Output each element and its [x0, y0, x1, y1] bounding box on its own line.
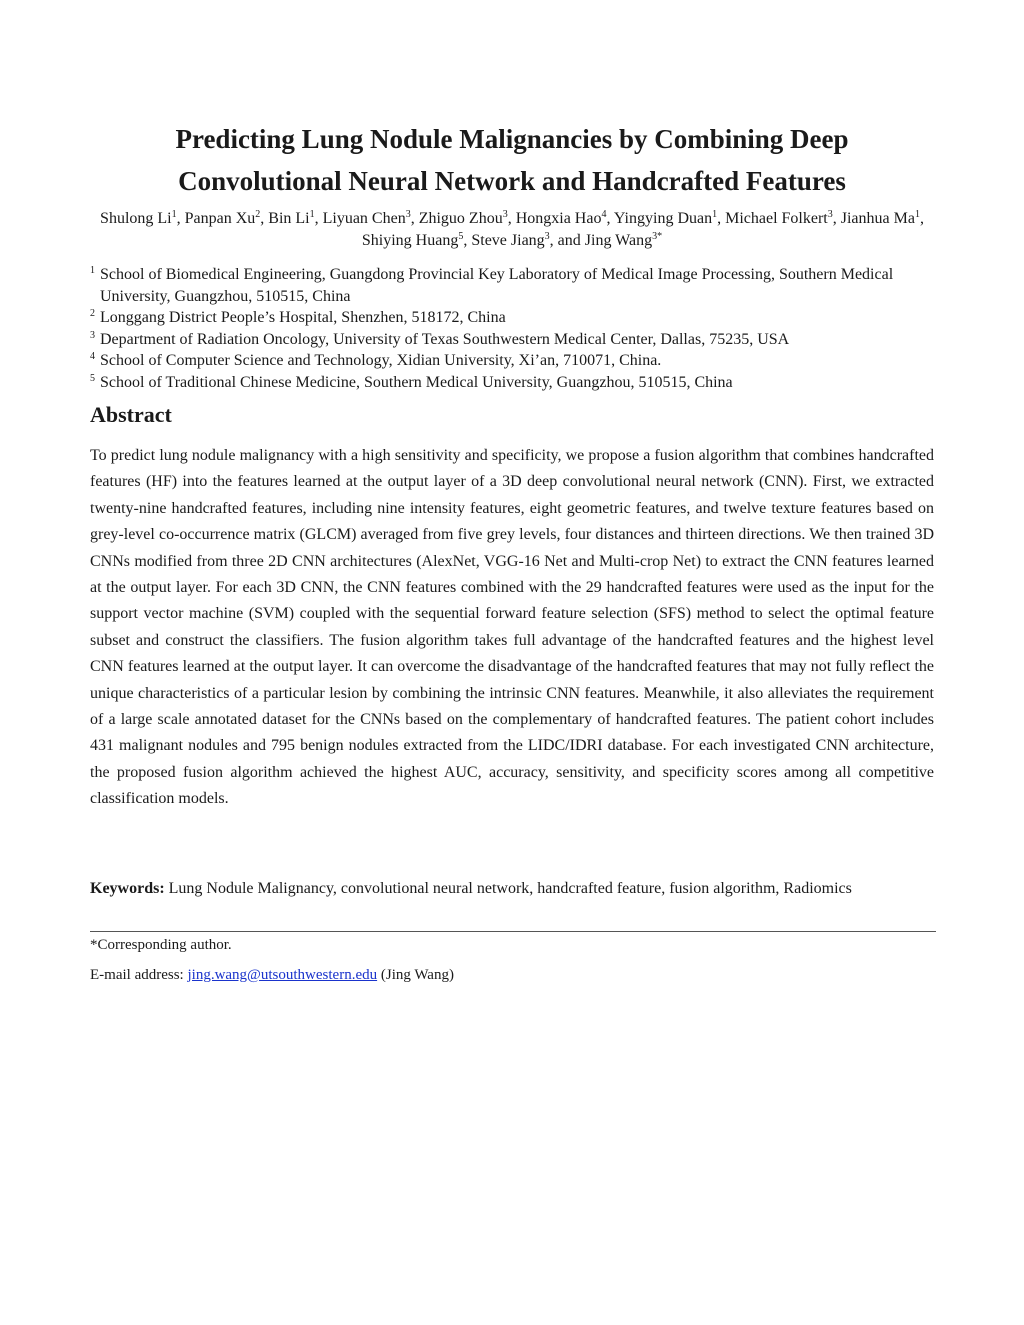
author-affiliation-marker: 1: [171, 209, 177, 220]
corresponding-author-note: *Corresponding author.: [90, 937, 232, 953]
email-owner: (Jing Wang): [377, 967, 454, 983]
author: Shulong Li: [100, 210, 172, 227]
author-separator: ,: [260, 210, 269, 227]
author-affiliation-marker: 1: [309, 209, 315, 220]
author: Shiying Huang: [361, 232, 459, 249]
affiliation-number: 4: [90, 351, 95, 362]
author-affiliation-marker: 1: [712, 209, 718, 220]
affiliation-text: School of Traditional Chinese Medicine, Southern Medical University, Guangzhou, 510515, China: [100, 373, 733, 391]
author-affiliation-marker: 3: [544, 231, 550, 242]
affiliation-number: 2: [90, 308, 95, 319]
author-separator: ,: [507, 210, 516, 227]
paper-title: [90, 118, 934, 202]
author: Steve Jiang: [471, 232, 545, 249]
author-list: [90, 208, 934, 252]
affiliation-number: 5: [90, 372, 95, 384]
author-separator: ,: [832, 210, 841, 227]
affiliation-text: School of Biomedical Engineering, Guangdong Provincial Key Laboratory of Medical Image Processing, Southern Medical University, Guangzhou, 510515, China: [100, 266, 894, 305]
author: Hongxia Hao: [515, 210, 602, 227]
author-affiliation-marker: 3*: [652, 231, 663, 242]
title-line-1: Predicting Lung Nodule Malignancies by Combining Deep: [175, 124, 849, 154]
author-affiliation-marker: 4: [601, 209, 607, 220]
title-line-2: Convolutional Neural Network and Handcrafted Features: [178, 166, 846, 196]
author-separator: ,: [314, 210, 323, 227]
email-label: E-mail address:: [90, 967, 188, 983]
affiliation-text: School of Computer Science and Technology, Xidian University, Xi’an, 710071, China.: [100, 352, 662, 369]
footnote-divider: [90, 931, 936, 932]
abstract-body: To predict lung nodule malignancy with a high sensitivity and specificity, we propose a fusion algorithm that combines handcrafted features (HF) into the features learned at the output layer of a 3D deep convolutional neural network (CNN). First, we extracted twenty-nine handcrafted features, including nine intensity features, eight geometric features, and twelve texture features based on grey-level co-occurrence matrix (GLCM) averaged from five grey levels, four distances and thirteen directions. We then trained 3D CNNs modified from three 2D CNN architectures (AlexNet, VGG-16 Net and Multi-crop Net) to extract the CNN features learned at the output layer. For each 3D CNN, the CNN features combined with the 29 handcrafted features were used as the input for the support vector machine (SVM) coupled with the sequential forward feature selection (SFS) method to select the optimal feature subset and construct the classifiers. The fusion algorithm takes full advantage of the handcrafted features and the highest level CNN features learned at the output layer. It can overcome the disadvantage of the handcrafted features that may not fully reflect the unique characteristics of a particular lesion by combining the intrinsic CNN features. Meanwhile, it also alleviates the requirement of a large scale annotated dataset for the CNNs based on the complementary of handcrafted features. The patient cohort includes 431 malignant nodules and 795 benign nodules extracted from the LIDC/IDRI database. For each investigated CNN architecture, the proposed fusion algorithm achieved the highest AUC, accuracy, sensitivity, and specificity scores among all competitive classification models.: [90, 447, 934, 808]
author-separator: ,: [717, 210, 726, 227]
affiliation-text: Longgang District People’s Hospital, Shenzhen, 518172, China: [100, 309, 506, 326]
email-line: [90, 964, 454, 986]
author-affiliation-marker: 3: [502, 209, 508, 220]
keywords: [90, 876, 934, 902]
affiliation-number: 3: [90, 329, 95, 341]
author-affiliation-marker: 2: [255, 209, 261, 220]
affiliation-text: Department of Radiation Oncology, University of Texas Southwestern Medical Center, Dallas, 75235, USA: [100, 330, 790, 348]
author-affiliation-marker: 3: [827, 209, 833, 220]
affiliation-number: 1: [90, 265, 95, 276]
author-separator: ,: [463, 232, 472, 249]
author-affiliation-marker: 3: [405, 209, 411, 220]
author: Zhiguo Zhou: [418, 210, 503, 227]
email-link[interactable]: jing.wang@utsouthwestern.edu: [187, 967, 378, 983]
affiliation-item: [90, 264, 934, 307]
affiliation-list: [90, 264, 934, 393]
author-separator: ,: [919, 210, 924, 227]
abstract-heading: Abstract: [90, 402, 172, 427]
author: Bin Li: [268, 210, 310, 227]
author: Liyuan Chen: [322, 210, 406, 227]
author: Panpan Xu: [184, 210, 256, 227]
affiliation-item: [90, 372, 934, 394]
author-affiliation-marker: 5: [458, 231, 464, 242]
author-separator: , and: [549, 232, 585, 249]
author-separator: ,: [410, 210, 419, 227]
keywords-text: Lung Nodule Malignancy, convolutional neural network, handcrafted feature, fusion algorithm, Radiomics: [164, 880, 852, 897]
author-separator: ,: [176, 210, 185, 227]
author: Michael Folkert: [725, 210, 828, 227]
author: Jing Wang: [584, 232, 653, 249]
author-affiliation-marker: 1: [914, 209, 920, 220]
affiliation-item: [90, 307, 934, 329]
affiliation-item: [90, 350, 934, 372]
author: Jianhua Ma: [840, 210, 915, 227]
author: Yingying Duan: [613, 210, 713, 227]
keywords-label: Keywords:: [90, 880, 165, 897]
author-separator: ,: [606, 210, 614, 227]
affiliation-item: [90, 329, 934, 351]
